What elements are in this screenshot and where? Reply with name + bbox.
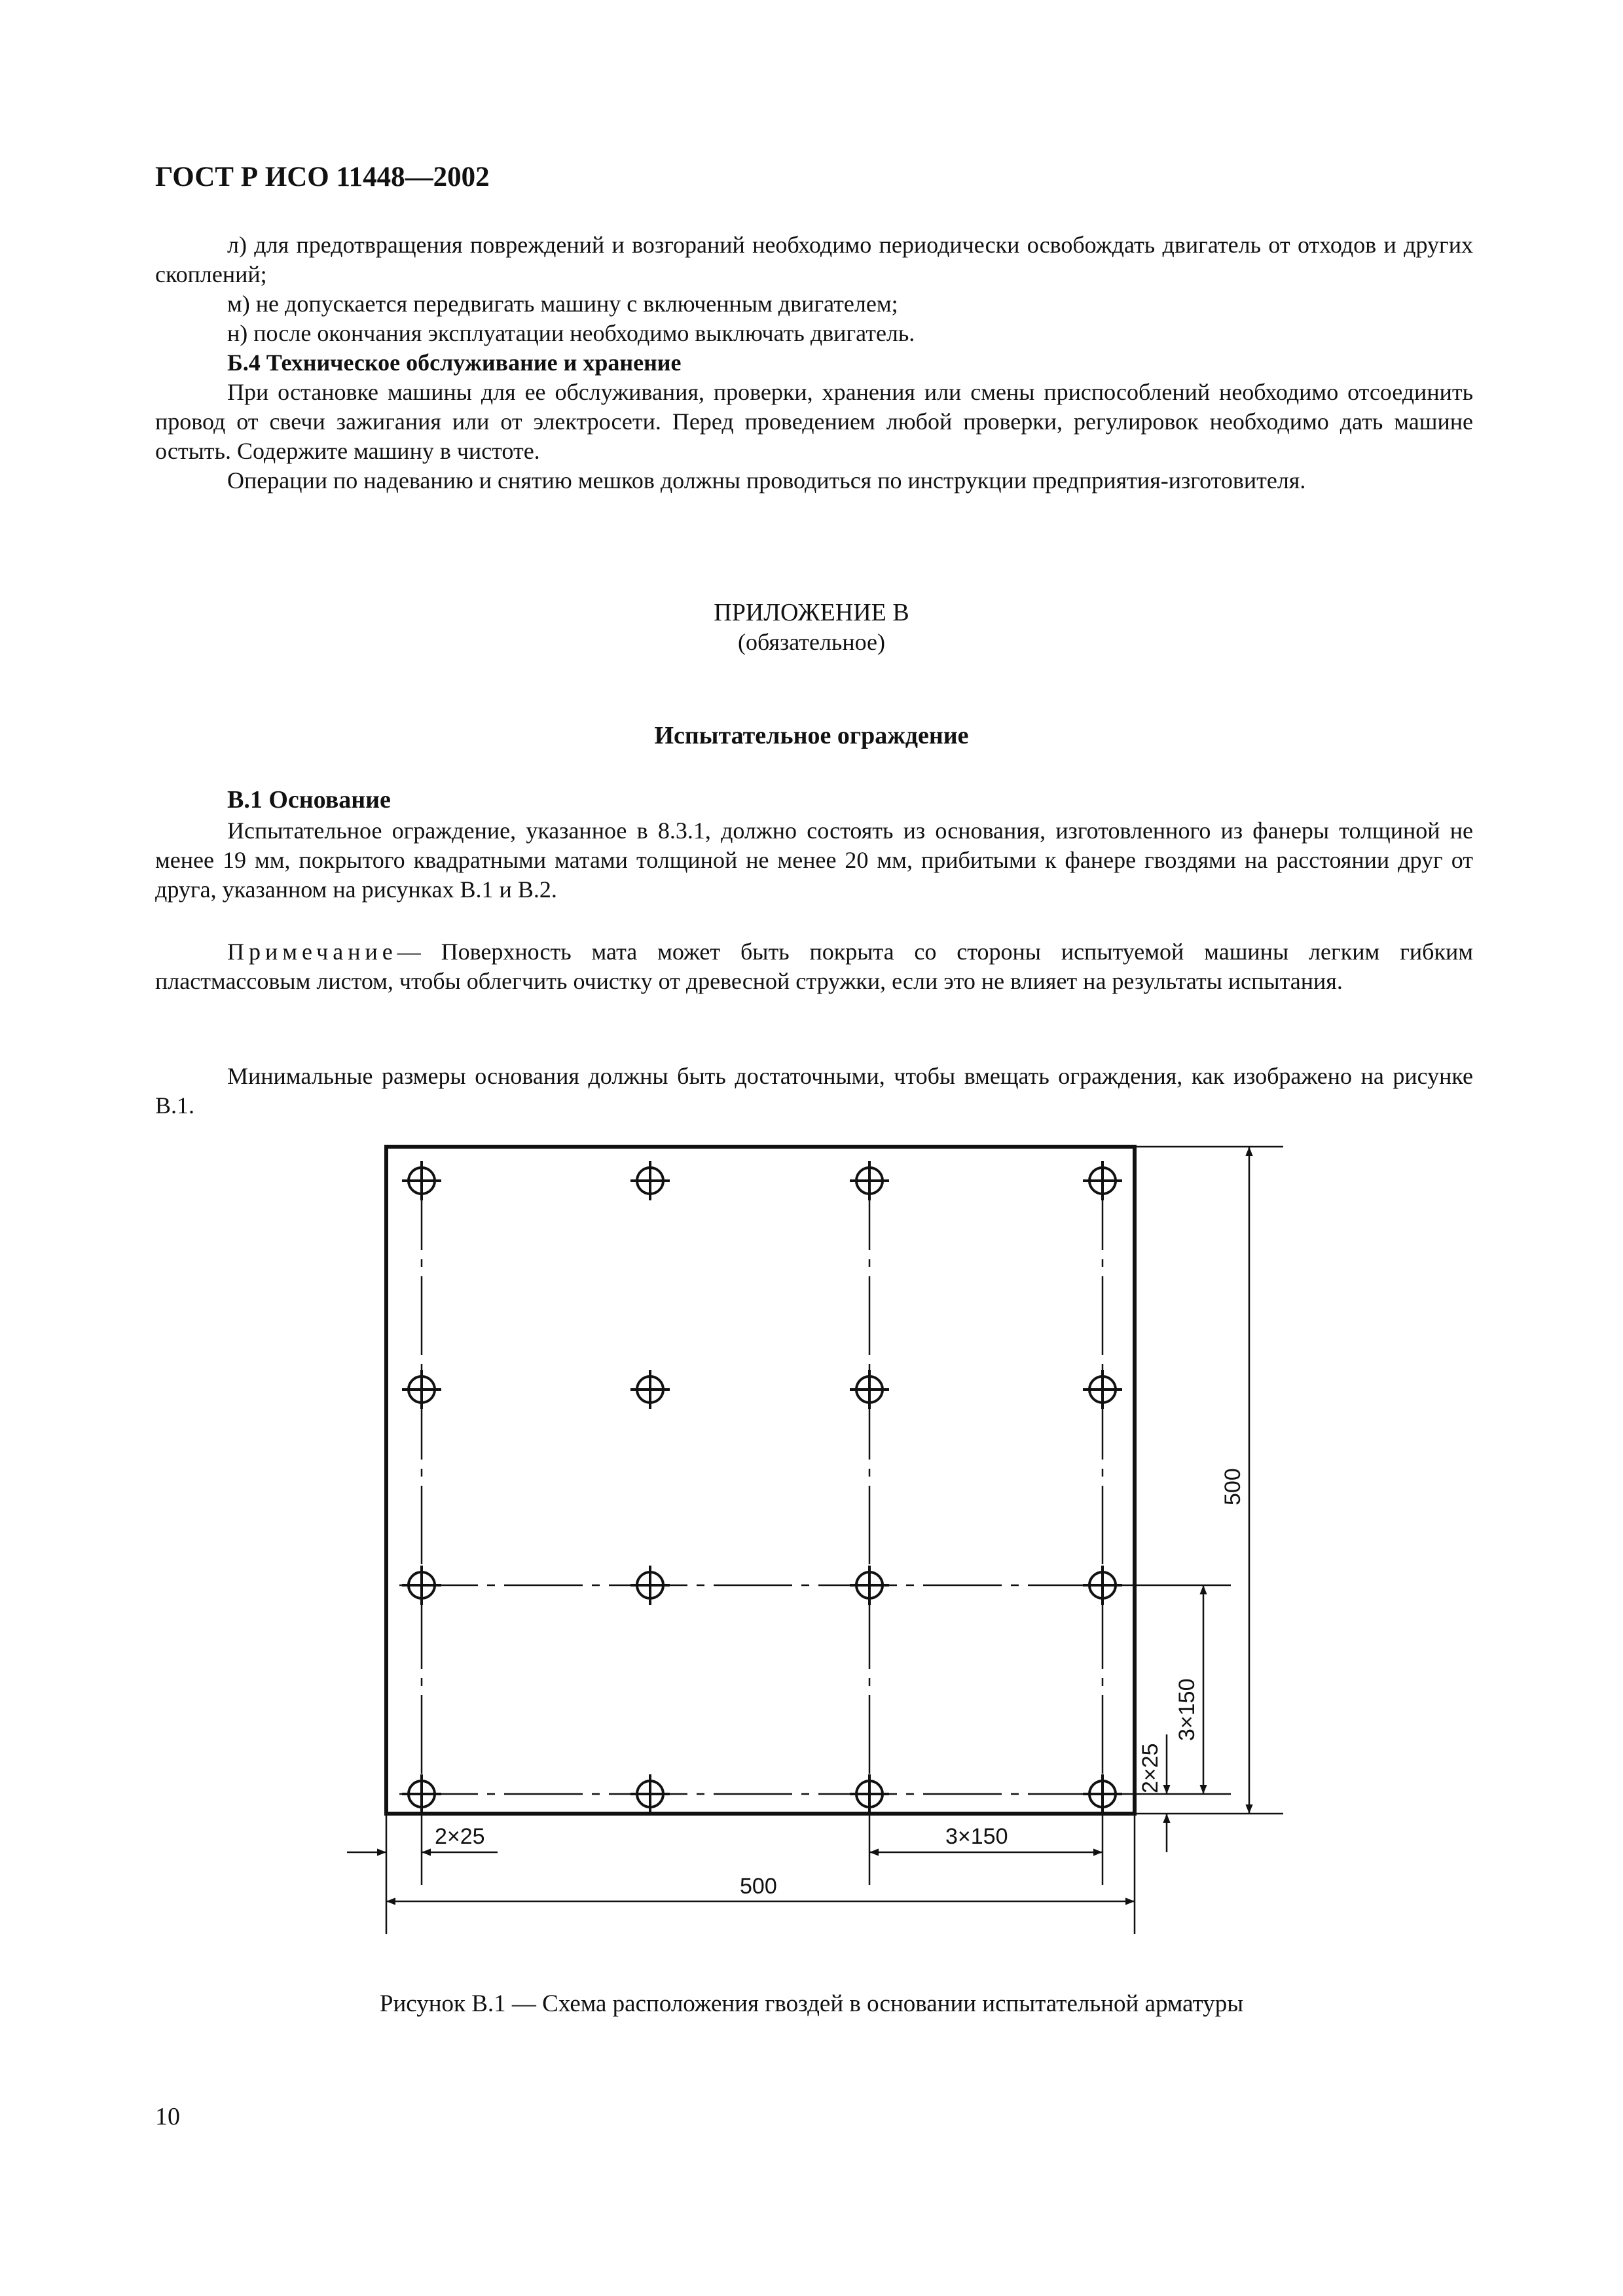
appendix-title: ПРИЛОЖЕНИЕ В bbox=[714, 599, 909, 626]
page-number: 10 bbox=[155, 2103, 180, 2130]
nail-symbol bbox=[850, 1370, 889, 1409]
nail-symbol bbox=[850, 1566, 889, 1605]
section-b1-heading: В.1 Основание bbox=[227, 786, 391, 814]
nail-symbol bbox=[850, 1161, 889, 1200]
nail-symbol bbox=[630, 1774, 670, 1814]
nail-symbol bbox=[402, 1370, 441, 1409]
list-item-l: л) для предотвращения повреждений и возгораний необходимо периодически освобождать двигатель от отходов и других скоплений; bbox=[155, 232, 1473, 287]
nail-symbol bbox=[1083, 1161, 1122, 1200]
dim-label-500-vertical: 500 bbox=[1220, 1468, 1245, 1505]
section-b1-paragraph-1: Испытательное ограждение, указанное в 8.3.1, должно состоять из основания, изготовленного из фанеры толщиной не менее 19 мм, покрытого квадратными матами толщиной не менее 20 мм, прибитыми к фанере гвоздями на расстоянии друг от друга, указанном на рисунках В.1 и В.2. bbox=[155, 817, 1473, 903]
note-label: Примечание bbox=[227, 939, 397, 965]
section-b1-paragraph-2: Минимальные размеры основания должны быть достаточными, чтобы вмещать ограждения, как изображено на рисунке В.1. bbox=[155, 1063, 1473, 1119]
dim-label-3x150-horizontal: 3×150 bbox=[945, 1824, 1008, 1849]
base-outline bbox=[386, 1147, 1135, 1814]
nail-symbol bbox=[630, 1566, 670, 1605]
appendix-heading: Испытательное ограждение bbox=[654, 722, 969, 749]
section-b4-paragraph-1: При остановке машины для ее обслуживания, проверки, хранения или смены приспособлений необходимо отсоединить провод от свечи зажигания или от электросети. Перед проведением любой проверки, регулировок необходимо дать машине остыть. Содержите машину в чистоте. bbox=[155, 379, 1473, 464]
nail-symbol bbox=[402, 1161, 441, 1200]
list-item-m: м) не допускается передвигать машину с включенным двигателем; bbox=[227, 291, 898, 317]
list-item-n: н) после окончания эксплуатации необходимо выключать двигатель. bbox=[227, 320, 915, 346]
section-b4-paragraph-2: Операции по надеванию и снятию мешков должны проводиться по инструкции предприятия-изготовителя. bbox=[227, 467, 1306, 493]
center-lines bbox=[399, 1172, 1120, 1794]
dim-label-2x25-horizontal: 2×25 bbox=[435, 1824, 485, 1849]
note-text: — Поверхность мата может быть покрыта со стороны испытуемой машины легким гибким пластмассовым листом, чтобы облегчить очистку от древесной стружки, если это не влияет на результаты испытания. bbox=[155, 939, 1473, 994]
nail-symbol bbox=[630, 1161, 670, 1200]
appendix-subtitle: (обязательное) bbox=[738, 629, 885, 655]
dim-label-2x25-vertical: 2×25 bbox=[1138, 1743, 1163, 1793]
figure-caption: Рисунок В.1 — Схема расположения гвоздей в основании испытательной арматуры bbox=[379, 1990, 1244, 2017]
document-header: ГОСТ Р ИСО 11448—2002 bbox=[155, 162, 490, 192]
dim-label-3x150-vertical: 3×150 bbox=[1175, 1678, 1199, 1741]
extension-lines bbox=[386, 1147, 1283, 1934]
nail-symbol bbox=[630, 1370, 670, 1409]
nail-symbol bbox=[1083, 1370, 1122, 1409]
nail-symbol bbox=[402, 1566, 441, 1605]
nails bbox=[402, 1161, 1122, 1814]
section-b4-heading: Б.4 Техническое обслуживание и хранение bbox=[227, 350, 682, 376]
dim-label-500-horizontal: 500 bbox=[740, 1874, 777, 1899]
